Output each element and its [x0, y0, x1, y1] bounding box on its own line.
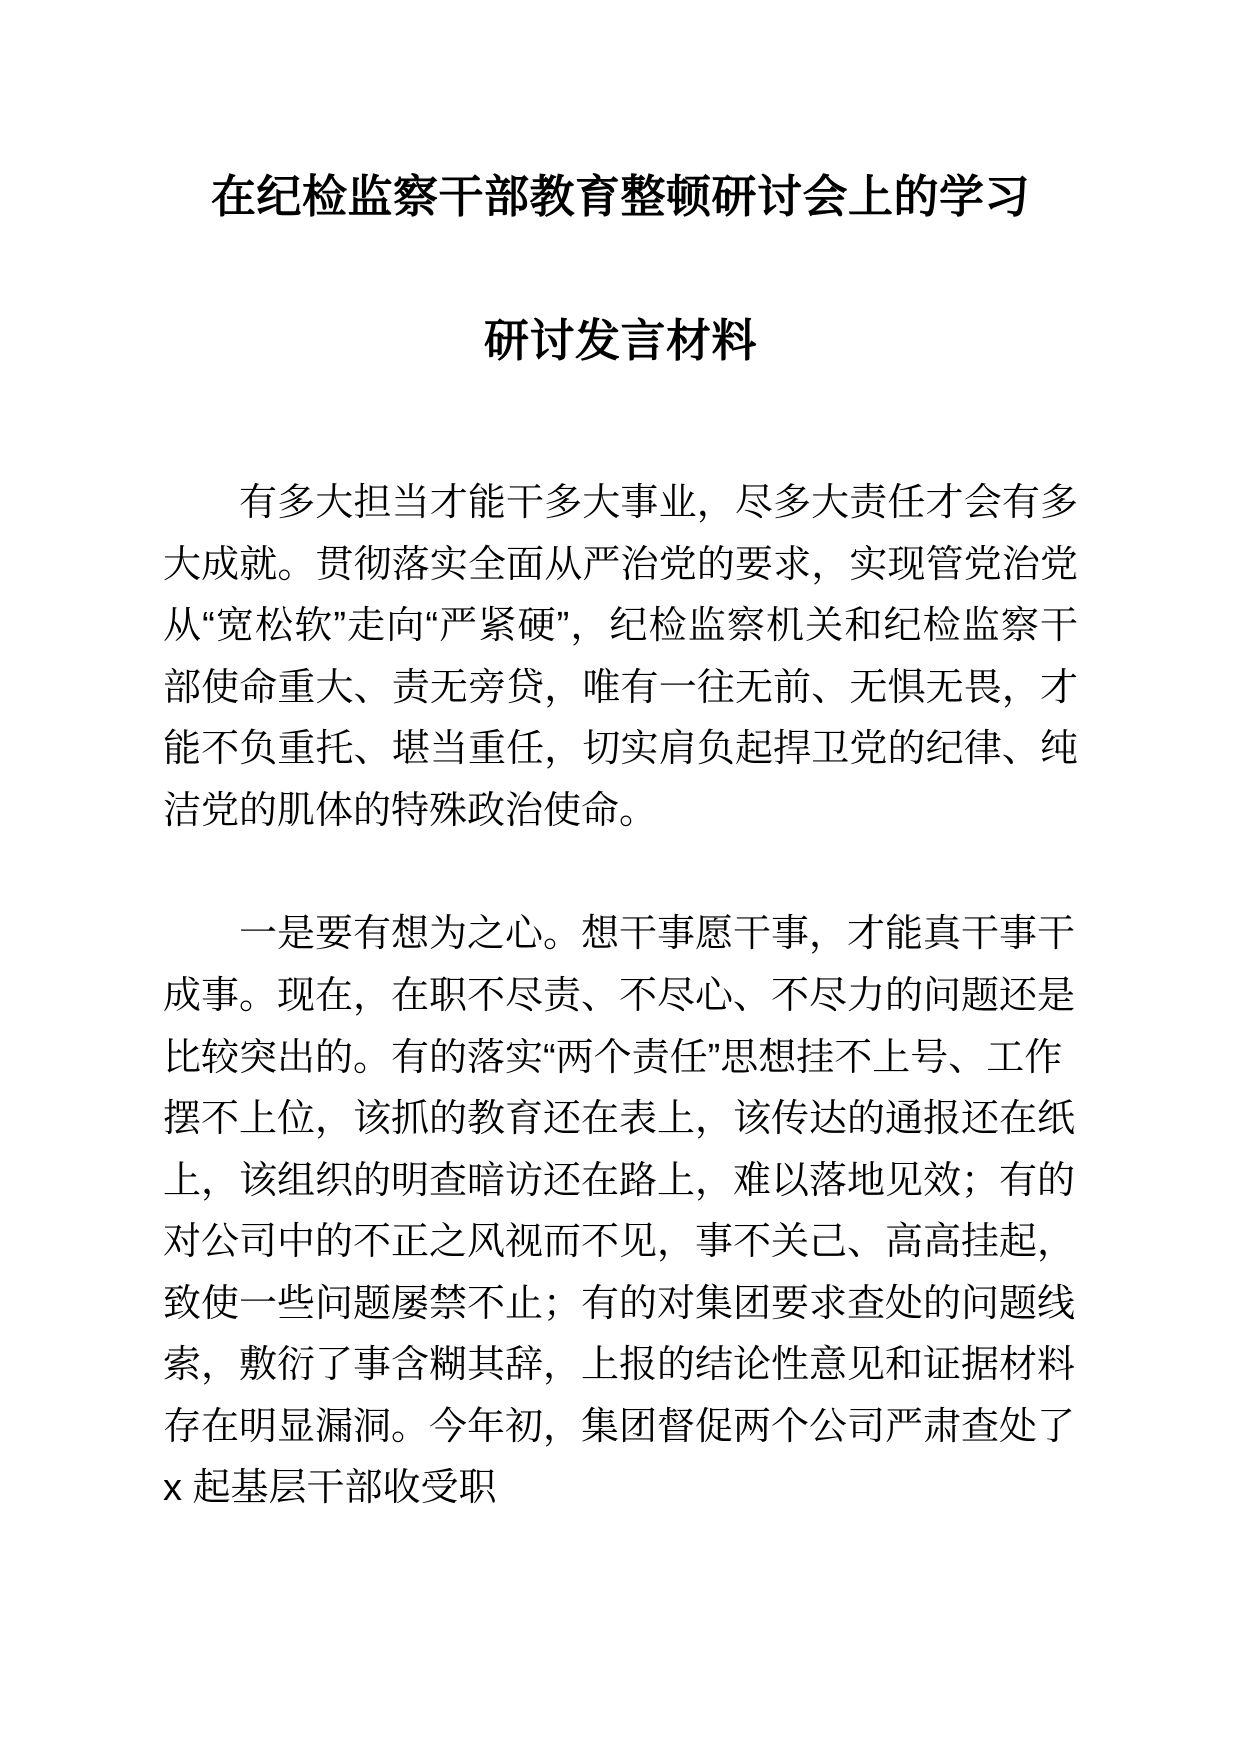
- document-body: [163, 0, 1078, 1520]
- body-paragraph-1: 有多大担当才能干多大事业，尽多大责任才会有多大成就。贯彻落实全面从严治党的要求，实现管党治党从“宽松软”走向“严紧硬”，纪检监察机关和纪检监察干部使命重大、责无旁贷，唯有一往无前、无惧无畏，才能不负重托、堪当重任，切实肩负起捍卫党的纪律、纯洁党的肌体的特殊政治使命。: [163, 482, 1078, 832]
- page-title-line-1: 在纪检监察干部教育整顿研讨会上的学习: [210, 171, 1030, 222]
- body-paragraph-2: 一是要有想为之心。想干事愿干事，才能真干事干成事。现在，在职不尽责、不尽心、不尽力的问题还是比较突出的。有的落实“两个责任”思想挂不上号、工作摆不上位，该抓的教育还在表上，该传达的通报还在纸上，该组织的明查暗访还在路上，难以落地见效；有的对公司中的不正之风视而不见，事不关己、高高挂起，致使一些问题屡禁不止；有的对集团要求查处的问题线索，敷衍了事含糊其辞，上报的结论性意见和证据材料存在明显漏洞。今年初，集团督促两个公司严肃查处了 x 起基层干部收受职: [163, 913, 1076, 1510]
- page-title: [163, 0, 1078, 369]
- page-title-line-2: 研讨发言材料: [483, 314, 757, 366]
